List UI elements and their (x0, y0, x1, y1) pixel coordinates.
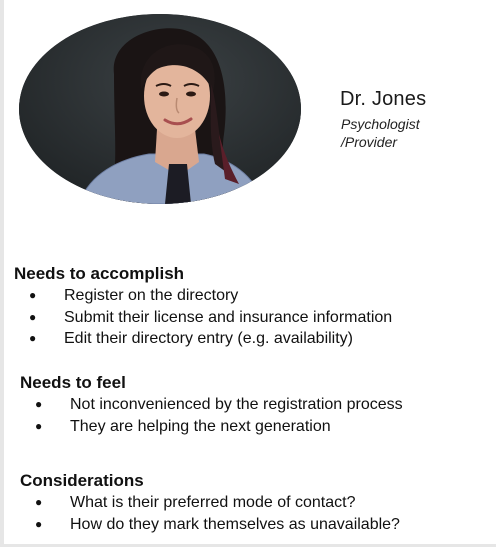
bullet-icon: ● (29, 288, 37, 302)
list-item-text: What is their preferred mode of contact? (70, 494, 356, 511)
bullet-list (29, 285, 393, 350)
list-item (35, 492, 400, 514)
list-item-text: Submit their license and insurance information (64, 308, 393, 326)
list-item-text: Edit their directory entry (e.g. availability) (64, 330, 353, 347)
section-heading: Considerations (20, 471, 144, 490)
list-item (29, 328, 392, 350)
section-needs-to-feel (20, 372, 403, 437)
list-item-text: They are helping the next generation (70, 417, 331, 435)
page-edge (0, 0, 4, 547)
list-item (29, 285, 392, 307)
list-item (35, 514, 400, 536)
bullet-icon: ● (35, 516, 43, 531)
list-item-text: How do they mark themselves as unavailable? (70, 515, 400, 533)
bullet-list (35, 394, 403, 437)
list-item-text: Not inconvenienced by the registration process (70, 396, 403, 413)
persona-name: Dr. Jones (340, 88, 427, 110)
bullet-icon: ● (29, 309, 37, 324)
bullet-icon: ● (35, 397, 43, 411)
persona-role: Psychologist /Provider (341, 116, 420, 150)
list-item (29, 307, 393, 329)
list-item (35, 416, 403, 438)
bullet-icon: ● (29, 331, 37, 345)
bullet-list (35, 492, 400, 535)
section-heading: Needs to feel (20, 373, 126, 392)
section-needs-to-accomplish (14, 263, 392, 350)
list-item (35, 394, 403, 416)
bullet-icon: ● (35, 418, 43, 433)
persona-photo (19, 14, 301, 204)
portrait-image (19, 14, 301, 204)
section-heading: Needs to accomplish (14, 264, 185, 283)
list-item-text: Register on the directory (64, 287, 239, 304)
bullet-icon: ● (35, 495, 43, 509)
section-considerations (20, 470, 400, 535)
